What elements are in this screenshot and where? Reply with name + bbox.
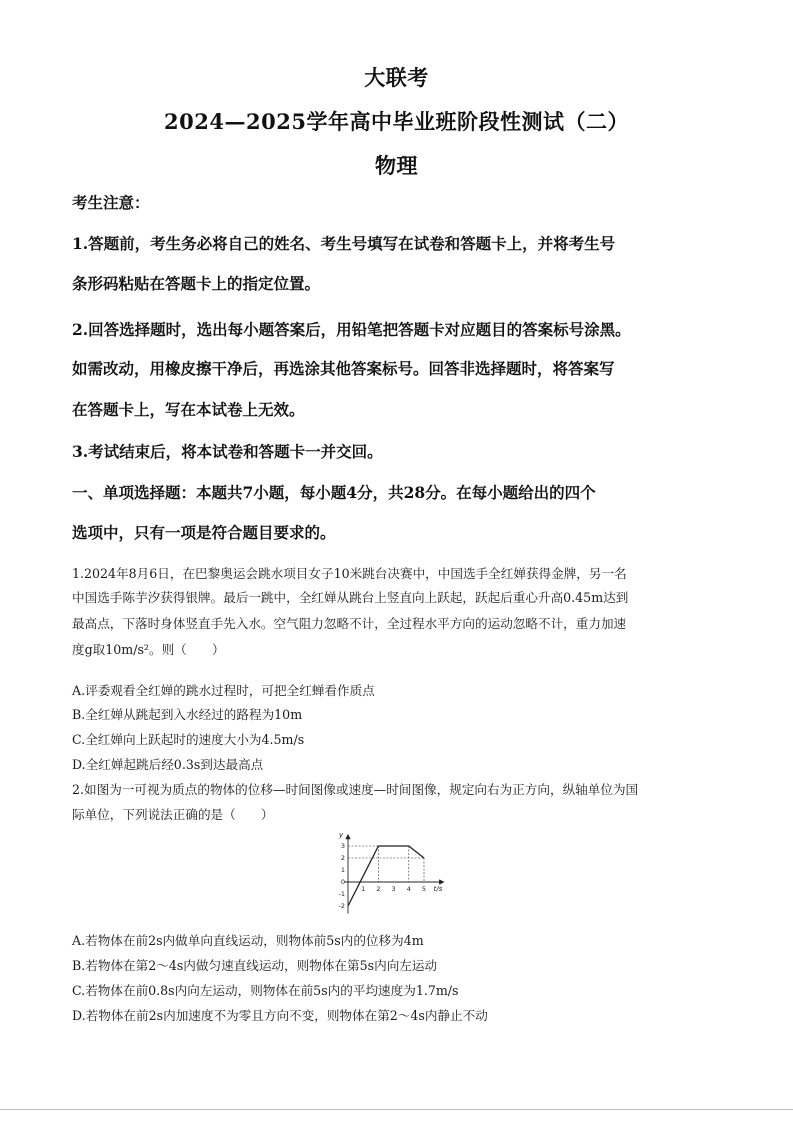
q1-option-a: A.评委观看全红婵的跳水过程时，可把全红蝉看作质点 [72, 683, 375, 698]
y-tick-label: 1 [340, 866, 345, 875]
q1-option-b: B.全红婵从跳起到入水经过的路程为10m [72, 707, 303, 722]
section1-line2: 选项中，只有一项是符合题目要求的。 [72, 523, 336, 542]
notice-item1-line2: 条形码粘贴在答题卡上的指定位置。 [72, 274, 321, 293]
q2-option-a: A.若物体在前2s内做单向直线运动，则物体前5s内的位移为4m [72, 933, 424, 948]
q1-option-d: D.全红婵起跳后经0.3s到达最高点 [72, 757, 264, 772]
q2-option-b: B.若物体在第2～4s内做匀速直线运动，则物体在第5s内向左运动 [72, 958, 438, 973]
q1-line2: 中国选手陈芋汐获得银牌。最后一跳中，全红婵从跳台上竖直向上跃起，跃起后重心升高0.45m达到 [72, 590, 629, 605]
q1-option-c: C.全红婵向上跃起时的速度大小为4.5m/s [72, 732, 305, 747]
y-tick-label: 0 [340, 878, 345, 887]
x-axis-label: t/s [433, 885, 443, 893]
section1-line1: 一、单项选择题：本题共7小题，每小题4分，共28分。在每小题给出的四个 [72, 483, 596, 502]
org-name: 大联考 [364, 65, 429, 90]
notice-item3: 3.考试结束后，将本试卷和答题卡一并交回。 [72, 442, 383, 461]
notice-item1-line1: 1.答题前，考生务必将自己的姓名、考生号填写在试卷和答题卡上，并将考生号 [72, 234, 616, 253]
notice-item2-line3: 在答题卡上，写在本试卷上无效。 [72, 400, 305, 419]
notice-item2-line2: 如需改动，用橡皮擦干净后，再选涂其他答案标号。回答非选择题时，将答案写 [72, 359, 615, 378]
q1-line1: 1.2024年8月6日，在巴黎奥运会跳水项目女子10米跳台决赛中，中国选手全红婵获得金牌，另一名 [72, 566, 627, 581]
x-tick-label: 4 [406, 885, 411, 893]
exam-title: 2024—2025学年高中毕业班阶段性测试（二） [164, 109, 629, 134]
q2-line1: 2.如图为一可视为质点的物体的位移—时间图像或速度—时间图像，规定向右为正方向，纵轴单位为国 [72, 782, 639, 797]
q2-option-c: C.若物体在前0.8s内向左运动，则物体在前5s内的平均速度为1.7m/s [72, 983, 459, 998]
series-line [348, 846, 427, 906]
motion-graph [330, 826, 466, 918]
x-tick-label: 3 [391, 885, 396, 893]
q2-option-d: D.若物体在前2s内加速度不为零且方向不变，则物体在第2～4s内静止不动 [72, 1008, 488, 1023]
y-tick-label: 2 [340, 854, 345, 863]
y-tick-label: -2 [338, 902, 345, 911]
y-axis-label: y [339, 830, 344, 839]
x-tick-label: 5 [421, 885, 427, 893]
subject-title: 物理 [375, 153, 418, 178]
x-tick-label: 2 [376, 885, 381, 893]
y-tick-label: 3 [340, 842, 345, 851]
page-bottom-rule [0, 1109, 793, 1110]
notice-item2-line1: 2.回答选择题时，选出每小题答案后，用铅笔把答题卡对应题目的答案标号涂黑。 [72, 320, 631, 339]
q1-line4: 度g取10m/s²。则（ ） [72, 642, 225, 657]
y-tick-label: -1 [338, 890, 345, 899]
q1-line3: 最高点，下落时身体竖直手先入水。空气阻力忽略不计，全过程水平方向的运动忽略不计，重力加速 [72, 616, 627, 631]
x-tick-label: 1 [361, 885, 366, 893]
notice-heading: 考生注意： [72, 193, 150, 212]
q2-line2: 际单位，下列说法正确的是（ ） [72, 807, 274, 822]
